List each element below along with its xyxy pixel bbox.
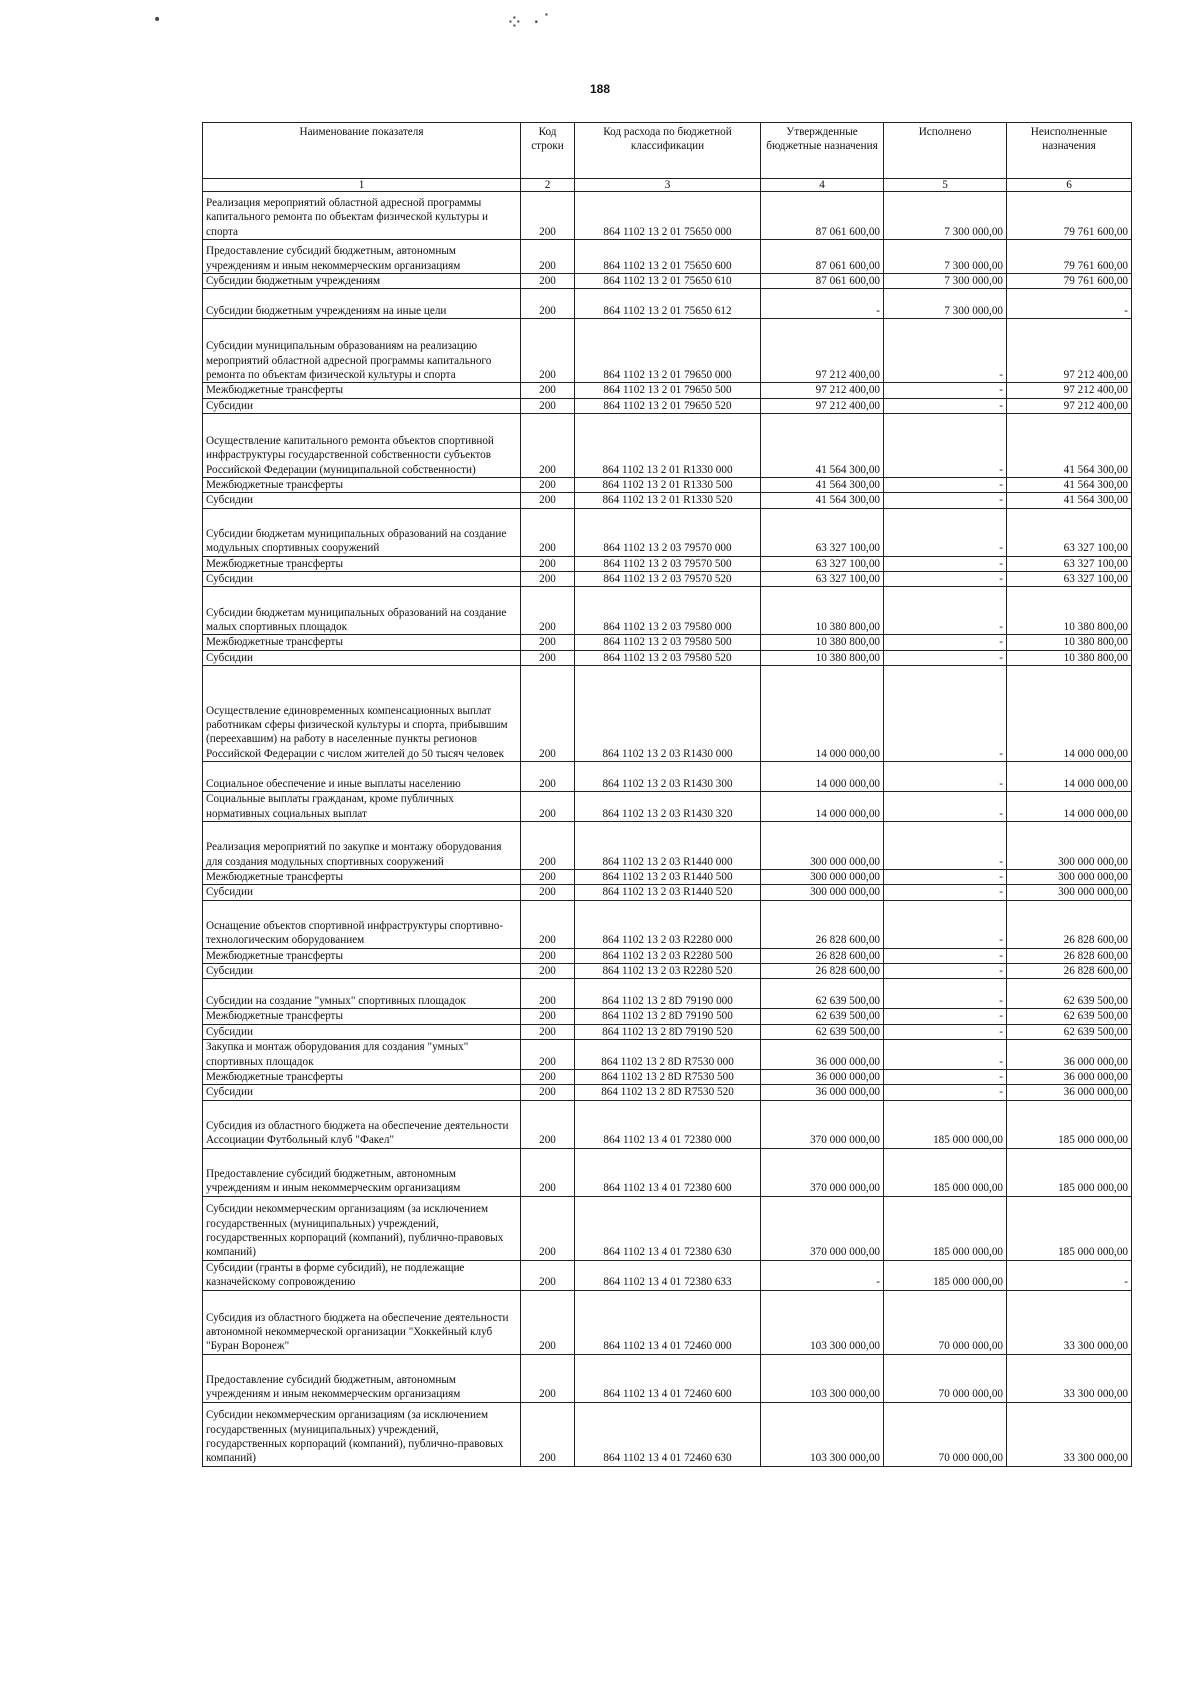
row-executed-amount: 70 000 000,00 xyxy=(884,1402,1007,1466)
row-unexecuted-amount: 97 212 400,00 xyxy=(1007,398,1132,413)
row-budget-code: 864 1102 13 2 03 R2280 000 xyxy=(575,900,761,948)
row-unexecuted-amount: 36 000 000,00 xyxy=(1007,1085,1132,1100)
row-approved-amount: 10 380 800,00 xyxy=(761,635,884,650)
table-row xyxy=(203,508,1132,556)
row-executed-amount: 70 000 000,00 xyxy=(884,1354,1007,1402)
row-budget-code: 864 1102 13 4 01 72460 600 xyxy=(575,1354,761,1402)
table-header xyxy=(203,123,1132,192)
row-line-code: 200 xyxy=(521,665,575,761)
row-approved-amount: 62 639 500,00 xyxy=(761,979,884,1009)
table-row xyxy=(203,1402,1132,1466)
row-budget-code: 864 1102 13 2 03 79570 520 xyxy=(575,571,761,586)
row-unexecuted-amount: 14 000 000,00 xyxy=(1007,665,1132,761)
row-executed-amount: - xyxy=(884,1009,1007,1024)
row-approved-amount: 41 564 300,00 xyxy=(761,477,884,492)
row-executed-amount: 185 000 000,00 xyxy=(884,1196,1007,1260)
row-indicator-name: Субсидии некоммерческим организациям (за исключением государственных (муниципальных) учреждений, государственных корпораций (компаний), публично-правовых компаний) xyxy=(203,1402,521,1466)
table-row xyxy=(203,1100,1132,1148)
table-row xyxy=(203,383,1132,398)
row-budget-code: 864 1102 13 2 03 R1430 000 xyxy=(575,665,761,761)
row-indicator-name: Субсидия из областного бюджета на обеспечение деятельности Ассоциации Футбольный клуб "Факел" xyxy=(203,1100,521,1148)
row-unexecuted-amount: 185 000 000,00 xyxy=(1007,1100,1132,1148)
row-approved-amount: 87 061 600,00 xyxy=(761,274,884,289)
table-row xyxy=(203,1260,1132,1290)
row-executed-amount: 185 000 000,00 xyxy=(884,1148,1007,1196)
table-row xyxy=(203,791,1132,821)
header-indicator-name: Наименование показателя xyxy=(203,123,521,179)
row-line-code: 200 xyxy=(521,508,575,556)
row-budget-code: 864 1102 13 4 01 72380 633 xyxy=(575,1260,761,1290)
row-indicator-name: Субсидии xyxy=(203,1085,521,1100)
row-approved-amount: 370 000 000,00 xyxy=(761,1196,884,1260)
row-indicator-name: Реализация мероприятий по закупке и монтажу оборудования для создания модульных спортивных сооружений xyxy=(203,821,521,869)
row-line-code: 200 xyxy=(521,1039,575,1069)
row-budget-code: 864 1102 13 2 03 R2280 520 xyxy=(575,963,761,978)
row-unexecuted-amount: - xyxy=(1007,1260,1132,1290)
row-executed-amount: - xyxy=(884,493,1007,508)
row-line-code: 200 xyxy=(521,900,575,948)
row-unexecuted-amount: 63 327 100,00 xyxy=(1007,508,1132,556)
row-indicator-name: Межбюджетные трансферты xyxy=(203,1009,521,1024)
row-unexecuted-amount: 300 000 000,00 xyxy=(1007,821,1132,869)
row-unexecuted-amount: 41 564 300,00 xyxy=(1007,477,1132,492)
table-row xyxy=(203,1196,1132,1260)
row-unexecuted-amount: 36 000 000,00 xyxy=(1007,1039,1132,1069)
row-indicator-name: Социальные выплаты гражданам, кроме публичных нормативных социальных выплат xyxy=(203,791,521,821)
header-approved-appropriations: Утвержденные бюджетные назначения xyxy=(761,123,884,179)
row-budget-code: 864 1102 13 2 01 75650 612 xyxy=(575,289,761,319)
row-executed-amount: 7 300 000,00 xyxy=(884,240,1007,274)
row-budget-code: 864 1102 13 2 03 R1430 300 xyxy=(575,761,761,791)
table-row xyxy=(203,979,1132,1009)
row-indicator-name: Межбюджетные трансферты xyxy=(203,1069,521,1084)
row-line-code: 200 xyxy=(521,761,575,791)
row-approved-amount: 14 000 000,00 xyxy=(761,791,884,821)
row-approved-amount: 36 000 000,00 xyxy=(761,1039,884,1069)
row-line-code: 200 xyxy=(521,398,575,413)
table-row xyxy=(203,1085,1132,1100)
budget-execution-table xyxy=(202,122,1132,1467)
row-executed-amount: 185 000 000,00 xyxy=(884,1100,1007,1148)
row-unexecuted-amount: 300 000 000,00 xyxy=(1007,885,1132,900)
row-unexecuted-amount: 33 300 000,00 xyxy=(1007,1402,1132,1466)
row-indicator-name: Предоставление субсидий бюджетным, автономным учреждениям и иным некоммерческим организациям xyxy=(203,1354,521,1402)
row-line-code: 200 xyxy=(521,1100,575,1148)
row-line-code: 200 xyxy=(521,791,575,821)
table-row xyxy=(203,885,1132,900)
table-row xyxy=(203,1148,1132,1196)
row-budget-code: 864 1102 13 2 01 75650 610 xyxy=(575,274,761,289)
row-approved-amount: 103 300 000,00 xyxy=(761,1402,884,1466)
row-approved-amount: 63 327 100,00 xyxy=(761,556,884,571)
row-budget-code: 864 1102 13 4 01 72460 000 xyxy=(575,1290,761,1354)
row-line-code: 200 xyxy=(521,556,575,571)
row-executed-amount: - xyxy=(884,650,1007,665)
row-unexecuted-amount: 33 300 000,00 xyxy=(1007,1354,1132,1402)
row-approved-amount: 26 828 600,00 xyxy=(761,948,884,963)
row-unexecuted-amount: 79 761 600,00 xyxy=(1007,192,1132,240)
row-budget-code: 864 1102 13 2 8D 79190 500 xyxy=(575,1009,761,1024)
row-unexecuted-amount: 185 000 000,00 xyxy=(1007,1148,1132,1196)
row-approved-amount: 14 000 000,00 xyxy=(761,665,884,761)
row-indicator-name: Осуществление капитального ремонта объектов спортивной инфраструктуры государственной собственности субъектов Российской Федерации (муниципальной собственности) xyxy=(203,413,521,477)
row-unexecuted-amount: 41 564 300,00 xyxy=(1007,493,1132,508)
row-approved-amount: 62 639 500,00 xyxy=(761,1024,884,1039)
row-line-code: 200 xyxy=(521,1354,575,1402)
row-approved-amount: - xyxy=(761,1260,884,1290)
row-approved-amount: 63 327 100,00 xyxy=(761,508,884,556)
row-budget-code: 864 1102 13 2 03 R1430 320 xyxy=(575,791,761,821)
row-approved-amount: 36 000 000,00 xyxy=(761,1085,884,1100)
row-executed-amount: - xyxy=(884,571,1007,586)
column-number: 1 xyxy=(203,179,521,192)
row-line-code: 200 xyxy=(521,274,575,289)
table-row xyxy=(203,319,1132,383)
row-approved-amount: 14 000 000,00 xyxy=(761,761,884,791)
header-budget-classification-code: Код расхода по бюджетной классификации xyxy=(575,123,761,179)
row-executed-amount: - xyxy=(884,900,1007,948)
row-budget-code: 864 1102 13 2 03 79580 000 xyxy=(575,587,761,635)
row-unexecuted-amount: 79 761 600,00 xyxy=(1007,240,1132,274)
row-line-code: 200 xyxy=(521,1260,575,1290)
row-approved-amount: 26 828 600,00 xyxy=(761,900,884,948)
row-indicator-name: Предоставление субсидий бюджетным, автономным учреждениям и иным некоммерческим организациям xyxy=(203,240,521,274)
row-budget-code: 864 1102 13 2 03 R2280 500 xyxy=(575,948,761,963)
row-unexecuted-amount: 10 380 800,00 xyxy=(1007,587,1132,635)
row-indicator-name: Субсидии бюджетным учреждениям xyxy=(203,274,521,289)
table-row xyxy=(203,240,1132,274)
table-row xyxy=(203,869,1132,884)
row-budget-code: 864 1102 13 2 01 75650 600 xyxy=(575,240,761,274)
table-row xyxy=(203,635,1132,650)
row-unexecuted-amount: 26 828 600,00 xyxy=(1007,963,1132,978)
row-indicator-name: Субсидии xyxy=(203,493,521,508)
row-indicator-name: Межбюджетные трансферты xyxy=(203,869,521,884)
table-row xyxy=(203,556,1132,571)
row-executed-amount: - xyxy=(884,1024,1007,1039)
row-budget-code: 864 1102 13 2 01 R1330 500 xyxy=(575,477,761,492)
column-number: 3 xyxy=(575,179,761,192)
table-row xyxy=(203,1069,1132,1084)
column-number: 2 xyxy=(521,179,575,192)
row-line-code: 200 xyxy=(521,289,575,319)
table-row xyxy=(203,398,1132,413)
row-approved-amount: 62 639 500,00 xyxy=(761,1009,884,1024)
table-row xyxy=(203,761,1132,791)
row-line-code: 200 xyxy=(521,979,575,1009)
row-approved-amount: 370 000 000,00 xyxy=(761,1148,884,1196)
row-line-code: 200 xyxy=(521,869,575,884)
row-executed-amount: - xyxy=(884,587,1007,635)
row-line-code: 200 xyxy=(521,240,575,274)
row-indicator-name: Субсидии бюджетам муниципальных образований на создание модульных спортивных сооружений xyxy=(203,508,521,556)
scan-speck-mark: ⁘ ·˙ xyxy=(506,10,554,34)
row-budget-code: 864 1102 13 2 8D R7530 520 xyxy=(575,1085,761,1100)
table-row xyxy=(203,493,1132,508)
header-unexecuted-appropriations: Неисполненные назначения xyxy=(1007,123,1132,179)
row-indicator-name: Субсидии на создание "умных" спортивных площадок xyxy=(203,979,521,1009)
row-indicator-name: Оснащение объектов спортивной инфраструктуры спортивно-технологическим оборудованием xyxy=(203,900,521,948)
header-line-code: Код строки xyxy=(521,123,575,179)
row-executed-amount: 7 300 000,00 xyxy=(884,274,1007,289)
row-indicator-name: Субсидии муниципальным образованиям на реализацию мероприятий областной адресной программы капитального ремонта по объектам физической культуры и спорта xyxy=(203,319,521,383)
row-budget-code: 864 1102 13 2 03 R1440 000 xyxy=(575,821,761,869)
row-indicator-name: Межбюджетные трансферты xyxy=(203,948,521,963)
row-budget-code: 864 1102 13 2 8D R7530 500 xyxy=(575,1069,761,1084)
row-unexecuted-amount: 300 000 000,00 xyxy=(1007,869,1132,884)
row-budget-code: 864 1102 13 2 01 79650 000 xyxy=(575,319,761,383)
row-executed-amount: - xyxy=(884,635,1007,650)
table-row xyxy=(203,1354,1132,1402)
row-approved-amount: 103 300 000,00 xyxy=(761,1354,884,1402)
row-approved-amount: 87 061 600,00 xyxy=(761,240,884,274)
row-line-code: 200 xyxy=(521,383,575,398)
row-executed-amount: - xyxy=(884,821,1007,869)
row-line-code: 200 xyxy=(521,1009,575,1024)
row-indicator-name: Субсидии xyxy=(203,885,521,900)
row-approved-amount: 300 000 000,00 xyxy=(761,869,884,884)
row-executed-amount: - xyxy=(884,556,1007,571)
row-budget-code: 864 1102 13 2 8D 79190 000 xyxy=(575,979,761,1009)
row-unexecuted-amount: 63 327 100,00 xyxy=(1007,571,1132,586)
row-line-code: 200 xyxy=(521,821,575,869)
row-executed-amount: - xyxy=(884,869,1007,884)
row-unexecuted-amount: 14 000 000,00 xyxy=(1007,761,1132,791)
row-unexecuted-amount: 97 212 400,00 xyxy=(1007,383,1132,398)
row-line-code: 200 xyxy=(521,1148,575,1196)
row-approved-amount: 97 212 400,00 xyxy=(761,319,884,383)
row-executed-amount: - xyxy=(884,398,1007,413)
row-line-code: 200 xyxy=(521,948,575,963)
row-approved-amount: 87 061 600,00 xyxy=(761,192,884,240)
row-line-code: 200 xyxy=(521,192,575,240)
row-indicator-name: Межбюджетные трансферты xyxy=(203,556,521,571)
row-unexecuted-amount: 62 639 500,00 xyxy=(1007,1009,1132,1024)
row-approved-amount: 10 380 800,00 xyxy=(761,650,884,665)
row-indicator-name: Закупка и монтаж оборудования для создания "умных" спортивных площадок xyxy=(203,1039,521,1069)
row-unexecuted-amount: 41 564 300,00 xyxy=(1007,413,1132,477)
column-number: 4 xyxy=(761,179,884,192)
row-indicator-name: Субсидии бюджетным учреждениям на иные цели xyxy=(203,289,521,319)
row-budget-code: 864 1102 13 2 01 75650 000 xyxy=(575,192,761,240)
header-executed: Исполнено xyxy=(884,123,1007,179)
row-line-code: 200 xyxy=(521,319,575,383)
row-unexecuted-amount: 14 000 000,00 xyxy=(1007,791,1132,821)
table-row xyxy=(203,963,1132,978)
row-budget-code: 864 1102 13 2 8D 79190 520 xyxy=(575,1024,761,1039)
row-unexecuted-amount: 10 380 800,00 xyxy=(1007,650,1132,665)
row-line-code: 200 xyxy=(521,477,575,492)
table-row xyxy=(203,1024,1132,1039)
row-approved-amount: 97 212 400,00 xyxy=(761,398,884,413)
row-indicator-name: Реализация мероприятий областной адресной программы капитального ремонта по объектам физической культуры и спорта xyxy=(203,192,521,240)
row-budget-code: 864 1102 13 2 01 R1330 520 xyxy=(575,493,761,508)
row-line-code: 200 xyxy=(521,1085,575,1100)
row-indicator-name: Межбюджетные трансферты xyxy=(203,635,521,650)
row-approved-amount: 63 327 100,00 xyxy=(761,571,884,586)
row-unexecuted-amount: 185 000 000,00 xyxy=(1007,1196,1132,1260)
scan-speck-mark: • xyxy=(153,12,162,28)
row-indicator-name: Субсидии бюджетам муниципальных образований на создание малых спортивных площадок xyxy=(203,587,521,635)
row-executed-amount: - xyxy=(884,508,1007,556)
row-line-code: 200 xyxy=(521,1402,575,1466)
row-approved-amount: 103 300 000,00 xyxy=(761,1290,884,1354)
row-executed-amount: 7 300 000,00 xyxy=(884,289,1007,319)
row-approved-amount: 41 564 300,00 xyxy=(761,413,884,477)
table-row xyxy=(203,821,1132,869)
row-executed-amount: - xyxy=(884,885,1007,900)
row-executed-amount: 185 000 000,00 xyxy=(884,1260,1007,1290)
row-line-code: 200 xyxy=(521,413,575,477)
row-executed-amount: 7 300 000,00 xyxy=(884,192,1007,240)
row-unexecuted-amount: 79 761 600,00 xyxy=(1007,274,1132,289)
row-executed-amount: - xyxy=(884,1085,1007,1100)
row-executed-amount: - xyxy=(884,1039,1007,1069)
row-indicator-name: Субсидии (гранты в форме субсидий), не подлежащие казначейскому сопровождению xyxy=(203,1260,521,1290)
table-row xyxy=(203,587,1132,635)
row-budget-code: 864 1102 13 2 03 79580 520 xyxy=(575,650,761,665)
row-budget-code: 864 1102 13 4 01 72460 630 xyxy=(575,1402,761,1466)
row-line-code: 200 xyxy=(521,1196,575,1260)
row-executed-amount: - xyxy=(884,477,1007,492)
row-approved-amount: - xyxy=(761,289,884,319)
row-budget-code: 864 1102 13 4 01 72380 000 xyxy=(575,1100,761,1148)
row-executed-amount: - xyxy=(884,319,1007,383)
row-line-code: 200 xyxy=(521,493,575,508)
row-executed-amount: - xyxy=(884,1069,1007,1084)
table-row xyxy=(203,192,1132,240)
table-row xyxy=(203,1039,1132,1069)
table-row xyxy=(203,289,1132,319)
row-indicator-name: Субсидии xyxy=(203,398,521,413)
row-indicator-name: Субсидии некоммерческим организациям (за исключением государственных (муниципальных) учреждений, государственных корпораций (компаний), публично-правовых компаний) xyxy=(203,1196,521,1260)
row-budget-code: 864 1102 13 2 01 79650 500 xyxy=(575,383,761,398)
row-budget-code: 864 1102 13 4 01 72380 630 xyxy=(575,1196,761,1260)
row-unexecuted-amount: 26 828 600,00 xyxy=(1007,948,1132,963)
row-unexecuted-amount: 26 828 600,00 xyxy=(1007,900,1132,948)
row-line-code: 200 xyxy=(521,1024,575,1039)
row-approved-amount: 300 000 000,00 xyxy=(761,821,884,869)
row-unexecuted-amount: 63 327 100,00 xyxy=(1007,556,1132,571)
column-number: 5 xyxy=(884,179,1007,192)
row-budget-code: 864 1102 13 2 01 79650 520 xyxy=(575,398,761,413)
row-approved-amount: 97 212 400,00 xyxy=(761,383,884,398)
row-indicator-name: Субсидии xyxy=(203,963,521,978)
table-row xyxy=(203,1290,1132,1354)
row-budget-code: 864 1102 13 2 03 79570 500 xyxy=(575,556,761,571)
row-unexecuted-amount: 97 212 400,00 xyxy=(1007,319,1132,383)
row-approved-amount: 26 828 600,00 xyxy=(761,963,884,978)
page-number: 188 xyxy=(589,82,611,96)
row-unexecuted-amount: 33 300 000,00 xyxy=(1007,1290,1132,1354)
row-budget-code: 864 1102 13 2 03 R1440 520 xyxy=(575,885,761,900)
table-body xyxy=(203,192,1132,1467)
row-line-code: 200 xyxy=(521,587,575,635)
row-indicator-name: Социальное обеспечение и иные выплаты населению xyxy=(203,761,521,791)
row-line-code: 200 xyxy=(521,1290,575,1354)
row-line-code: 200 xyxy=(521,963,575,978)
row-executed-amount: - xyxy=(884,791,1007,821)
row-executed-amount: - xyxy=(884,413,1007,477)
table-row xyxy=(203,650,1132,665)
row-budget-code: 864 1102 13 2 01 R1330 000 xyxy=(575,413,761,477)
row-indicator-name: Субсидии xyxy=(203,1024,521,1039)
column-number: 6 xyxy=(1007,179,1132,192)
table-row xyxy=(203,900,1132,948)
table-row xyxy=(203,413,1132,477)
row-budget-code: 864 1102 13 2 03 79580 500 xyxy=(575,635,761,650)
row-budget-code: 864 1102 13 2 03 R1440 500 xyxy=(575,869,761,884)
row-executed-amount: - xyxy=(884,979,1007,1009)
row-budget-code: 864 1102 13 2 8D R7530 000 xyxy=(575,1039,761,1069)
row-unexecuted-amount: 62 639 500,00 xyxy=(1007,979,1132,1009)
row-indicator-name: Субсидии xyxy=(203,650,521,665)
row-indicator-name: Осуществление единовременных компенсационных выплат работникам сферы физической культуры и спорта, прибывшим (переехавшим) на работу в населенные пункты регионов Российской Федерации с числом жителей до 50 тысяч человек xyxy=(203,665,521,761)
table-row xyxy=(203,1009,1132,1024)
row-unexecuted-amount: 36 000 000,00 xyxy=(1007,1069,1132,1084)
row-executed-amount: 70 000 000,00 xyxy=(884,1290,1007,1354)
row-approved-amount: 41 564 300,00 xyxy=(761,493,884,508)
row-budget-code: 864 1102 13 4 01 72380 600 xyxy=(575,1148,761,1196)
table-row xyxy=(203,948,1132,963)
row-indicator-name: Межбюджетные трансферты xyxy=(203,477,521,492)
row-budget-code: 864 1102 13 2 03 79570 000 xyxy=(575,508,761,556)
row-line-code: 200 xyxy=(521,650,575,665)
row-approved-amount: 370 000 000,00 xyxy=(761,1100,884,1148)
row-line-code: 200 xyxy=(521,635,575,650)
row-executed-amount: - xyxy=(884,665,1007,761)
row-executed-amount: - xyxy=(884,383,1007,398)
row-indicator-name: Субсидии xyxy=(203,571,521,586)
row-approved-amount: 10 380 800,00 xyxy=(761,587,884,635)
table-row xyxy=(203,571,1132,586)
row-unexecuted-amount: 10 380 800,00 xyxy=(1007,635,1132,650)
row-executed-amount: - xyxy=(884,761,1007,791)
row-indicator-name: Субсидия из областного бюджета на обеспечение деятельности автономной некоммерческой организации "Хоккейный клуб "Буран Воронеж" xyxy=(203,1290,521,1354)
row-line-code: 200 xyxy=(521,885,575,900)
table-row xyxy=(203,274,1132,289)
table-row xyxy=(203,665,1132,761)
row-indicator-name: Межбюджетные трансферты xyxy=(203,383,521,398)
row-unexecuted-amount: 62 639 500,00 xyxy=(1007,1024,1132,1039)
row-approved-amount: 36 000 000,00 xyxy=(761,1069,884,1084)
table-row xyxy=(203,477,1132,492)
row-line-code: 200 xyxy=(521,571,575,586)
row-executed-amount: - xyxy=(884,948,1007,963)
row-indicator-name: Предоставление субсидий бюджетным, автономным учреждениям и иным некоммерческим организациям xyxy=(203,1148,521,1196)
row-unexecuted-amount: - xyxy=(1007,289,1132,319)
row-approved-amount: 300 000 000,00 xyxy=(761,885,884,900)
row-line-code: 200 xyxy=(521,1069,575,1084)
row-executed-amount: - xyxy=(884,963,1007,978)
